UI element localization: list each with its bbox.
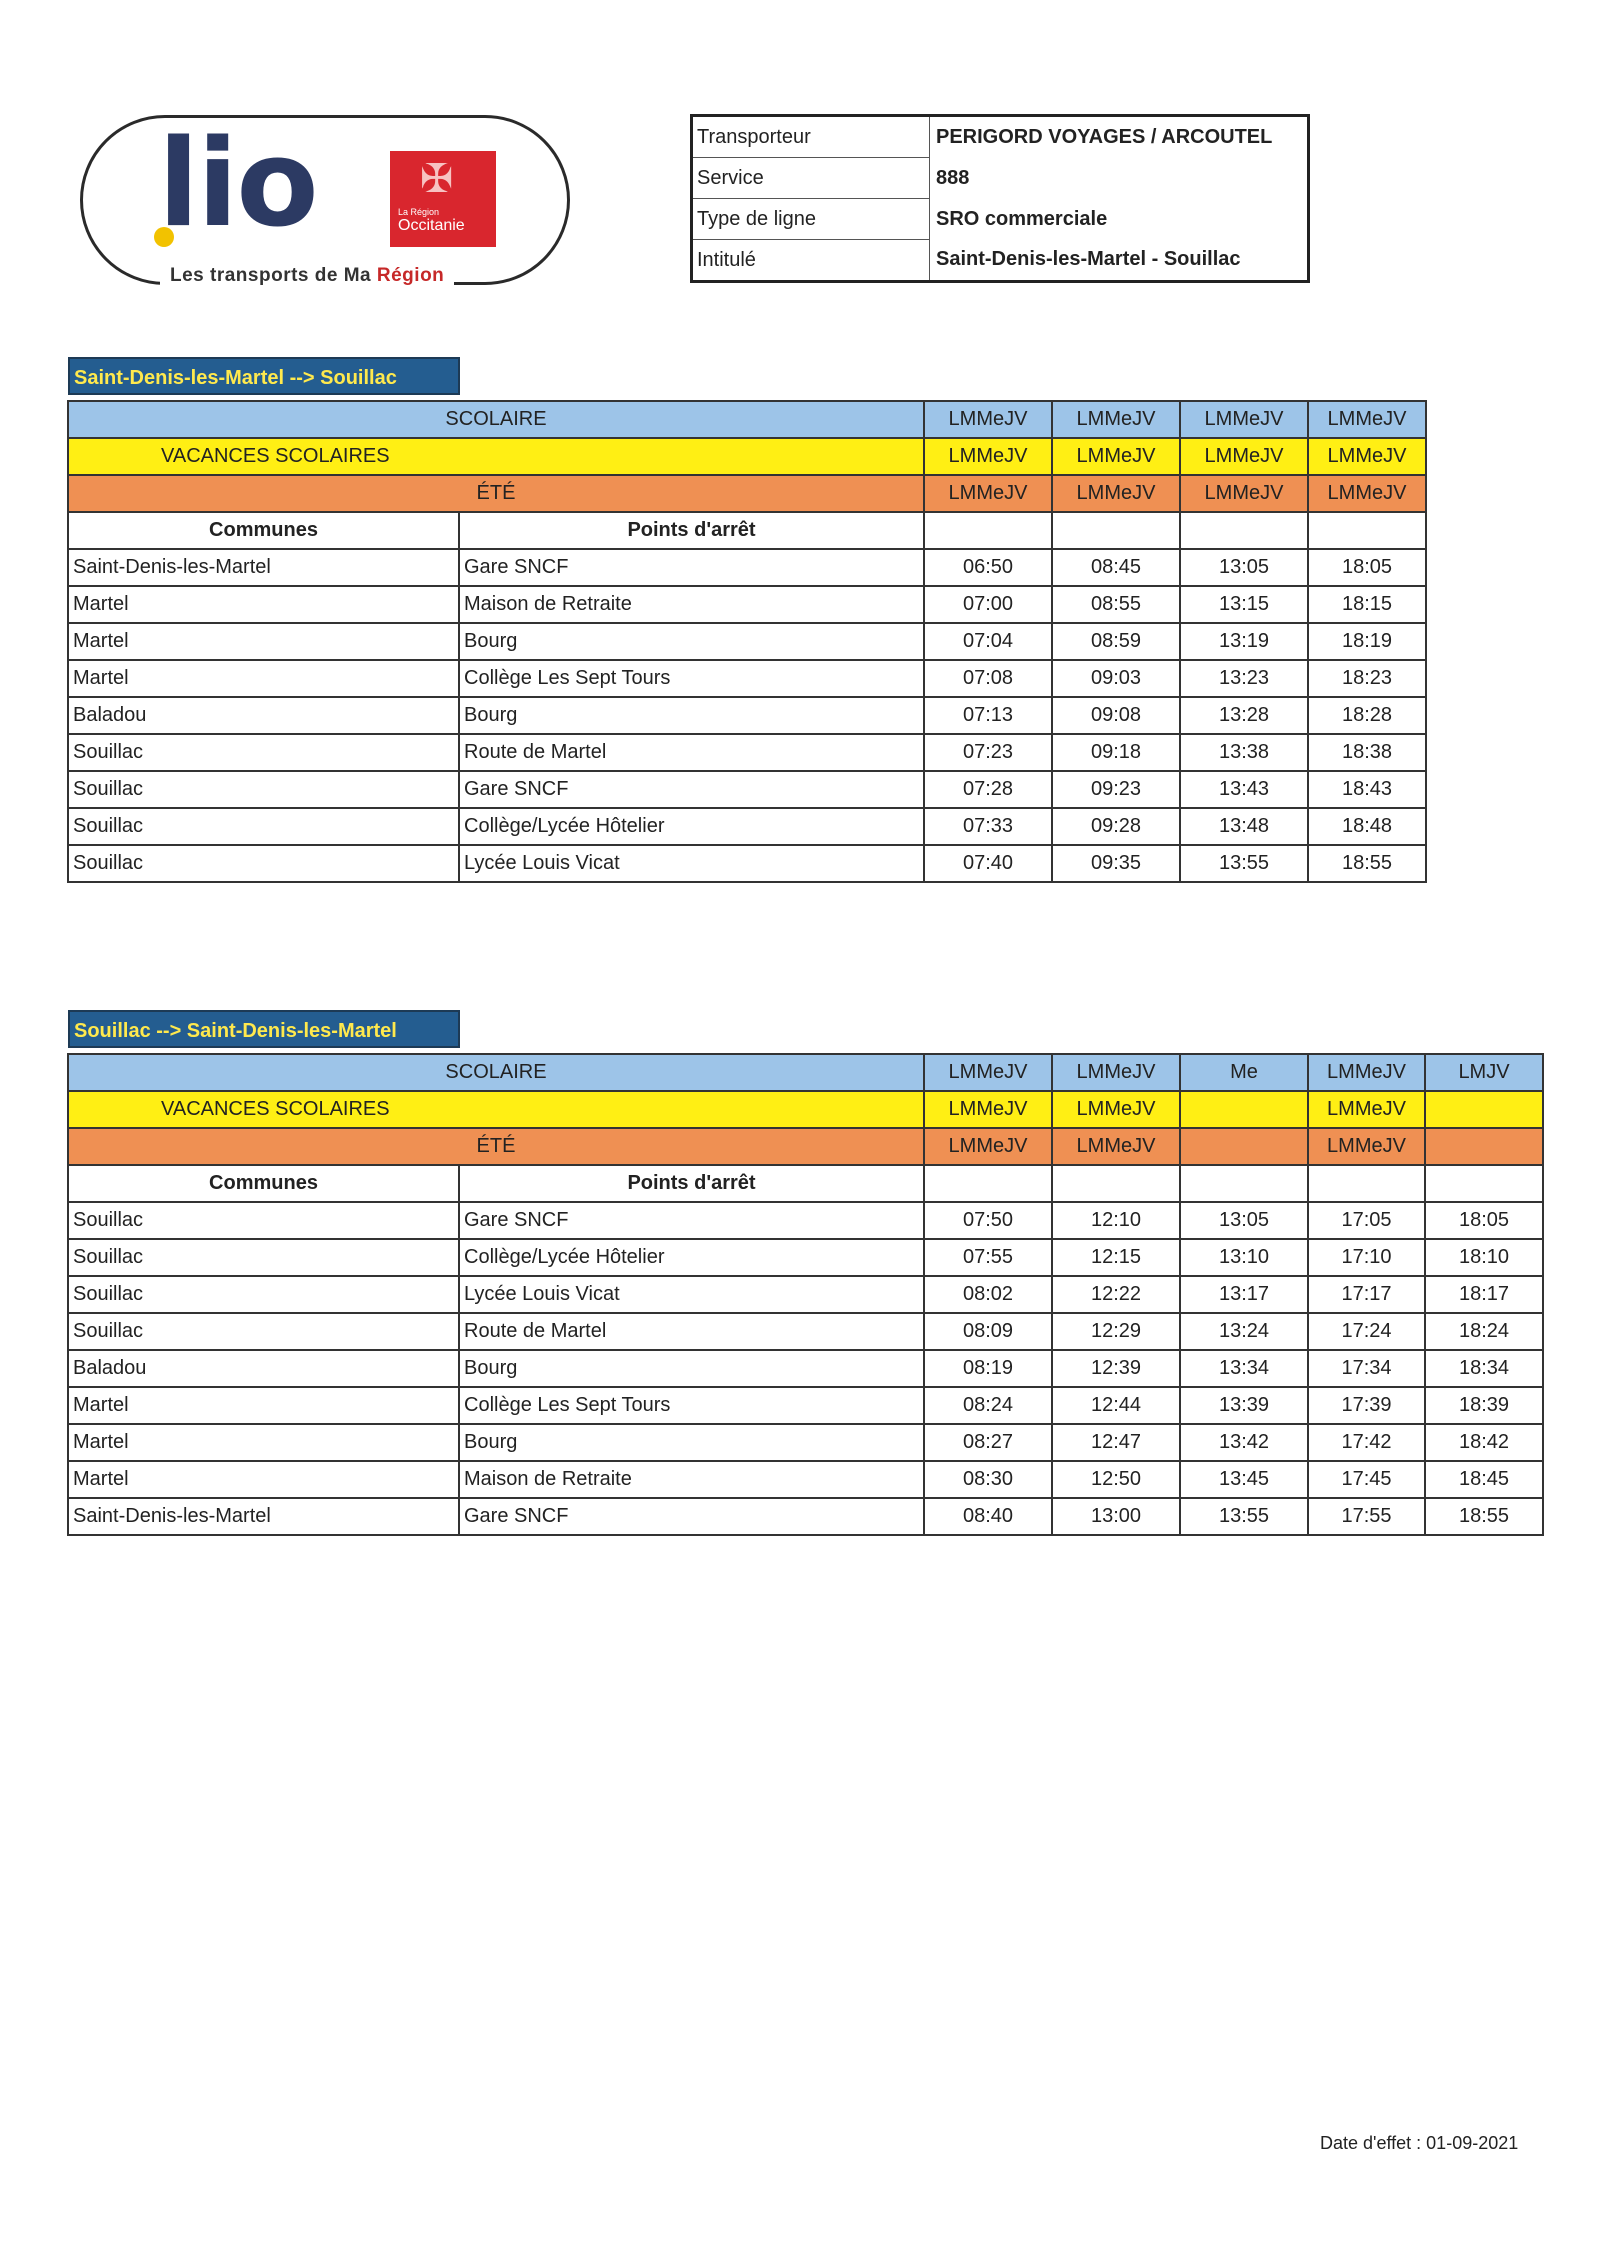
commune-cell: Souillac [68,845,459,882]
day-code: LMMeJV [1052,1091,1180,1128]
departure-time: 09:28 [1052,808,1180,845]
commune-cell: Martel [68,660,459,697]
info-key: Intitulé [692,240,930,282]
departure-time: 13:00 [1052,1498,1180,1535]
stop-point-cell: Route de Martel [459,734,924,771]
stop-point-cell: Bourg [459,623,924,660]
departure-time: 12:10 [1052,1202,1180,1239]
info-row [692,199,1309,240]
departure-time: 18:42 [1425,1424,1543,1461]
period-label: SCOLAIRE [68,401,924,438]
departure-time: 07:50 [924,1202,1052,1239]
day-code [1180,1091,1308,1128]
info-row [692,240,1309,282]
departure-time: 17:34 [1308,1350,1425,1387]
info-row [692,158,1309,199]
departure-time: 18:43 [1308,771,1426,808]
commune-cell: Souillac [68,734,459,771]
departure-time: 18:39 [1425,1387,1543,1424]
stop-row [68,586,1426,623]
departure-time: 08:19 [924,1350,1052,1387]
day-code [1425,1091,1543,1128]
stop-row [68,1350,1543,1387]
commune-cell: Souillac [68,808,459,845]
departure-time: 08:59 [1052,623,1180,660]
stop-row [68,734,1426,771]
day-code: LMMeJV [1308,438,1426,475]
day-code: LMMeJV [1052,401,1180,438]
departure-time: 13:42 [1180,1424,1308,1461]
commune-cell: Souillac [68,1313,459,1350]
departure-time: 18:19 [1308,623,1426,660]
column-header-empty [1308,512,1426,549]
day-code: LMMeJV [924,438,1052,475]
stop-point-cell: Collège Les Sept Tours [459,1387,924,1424]
departure-time: 07:55 [924,1239,1052,1276]
commune-cell: Martel [68,1461,459,1498]
timetable-title: Souillac --> Saint-Denis-les-Martel [68,1010,460,1048]
column-header-empty [1308,1165,1425,1202]
period-label: VACANCES SCOLAIRES [68,1091,924,1128]
day-code: LMMeJV [1308,401,1426,438]
departure-time: 07:23 [924,734,1052,771]
info-value: PERIGORD VOYAGES / ARCOUTEL [936,125,1273,148]
column-header-empty [924,512,1052,549]
stop-row [68,771,1426,808]
column-header-points: Points d'arrêt [459,512,924,549]
departure-time: 17:39 [1308,1387,1425,1424]
departure-time: 13:19 [1180,623,1308,660]
departure-time: 18:34 [1425,1350,1543,1387]
departure-time: 08:45 [1052,549,1180,586]
day-code: LMMeJV [1052,438,1180,475]
stop-row [68,697,1426,734]
departure-time: 07:33 [924,808,1052,845]
column-header-empty [1180,1165,1308,1202]
stop-point-cell: Collège Les Sept Tours [459,660,924,697]
departure-time: 17:05 [1308,1202,1425,1239]
commune-cell: Baladou [68,1350,459,1387]
departure-time: 13:05 [1180,1202,1308,1239]
departure-time: 13:38 [1180,734,1308,771]
departure-time: 13:43 [1180,771,1308,808]
day-code: LMMeJV [1308,1091,1425,1128]
logo-slogan-main: Les transports de Ma [170,265,377,286]
stop-point-cell: Bourg [459,697,924,734]
period-label: VACANCES SCOLAIRES [68,438,924,475]
departure-time: 13:24 [1180,1313,1308,1350]
lio-logo [80,115,570,305]
timetable-title: Saint-Denis-les-Martel --> Souillac [68,357,460,395]
departure-time: 09:18 [1052,734,1180,771]
departure-time: 13:48 [1180,808,1308,845]
day-code: LMMeJV [924,1128,1052,1165]
timetable-outbound-body [68,549,1426,882]
day-code: LMMeJV [924,1091,1052,1128]
column-header-empty [1052,512,1180,549]
departure-time: 08:27 [924,1424,1052,1461]
departure-time: 13:28 [1180,697,1308,734]
day-code: LMMeJV [1180,475,1308,512]
occitanie-badge-small: La Région [398,207,440,217]
commune-cell: Saint-Denis-les-Martel [68,1498,459,1535]
departure-time: 12:22 [1052,1276,1180,1313]
info-key: Service [692,158,930,199]
departure-time: 17:42 [1308,1424,1425,1461]
departure-time: 13:23 [1180,660,1308,697]
period-row-scolaire [68,401,1426,438]
departure-time: 18:10 [1425,1239,1543,1276]
day-code [1180,1128,1308,1165]
day-code: LMMeJV [1052,1054,1180,1091]
occitanie-badge-name: Occitanie [398,217,465,234]
day-code: LMMeJV [1052,475,1180,512]
departure-time: 18:05 [1425,1202,1543,1239]
stop-point-cell: Gare SNCF [459,771,924,808]
day-code: LMMeJV [1180,401,1308,438]
departure-time: 17:10 [1308,1239,1425,1276]
column-header-communes: Communes [68,512,459,549]
departure-time: 08:24 [924,1387,1052,1424]
departure-time: 18:17 [1425,1276,1543,1313]
departure-time: 18:45 [1425,1461,1543,1498]
occitanie-badge [390,151,496,247]
day-code: LMJV [1425,1054,1543,1091]
departure-time: 17:55 [1308,1498,1425,1535]
info-value: SRO commerciale [936,207,1108,230]
departure-time: 13:55 [1180,1498,1308,1535]
departure-time: 18:15 [1308,586,1426,623]
day-code: LMMeJV [924,1054,1052,1091]
lio-wordmark: lio [158,115,317,254]
stop-point-cell: Lycée Louis Vicat [459,1276,924,1313]
commune-cell: Baladou [68,697,459,734]
day-code: LMMeJV [1052,1128,1180,1165]
stop-row [68,1239,1543,1276]
column-header-row [68,1165,1543,1202]
period-row-ete [68,475,1426,512]
column-header-empty [1425,1165,1543,1202]
effective-date: Date d'effet : 01-09-2021 [1320,2133,1519,2153]
departure-time: 07:13 [924,697,1052,734]
departure-time: 12:15 [1052,1239,1180,1276]
departure-time: 08:09 [924,1313,1052,1350]
stop-row [68,1276,1543,1313]
departure-time: 18:55 [1425,1498,1543,1535]
day-code [1425,1128,1543,1165]
stop-point-cell: Maison de Retraite [459,1461,924,1498]
departure-time: 07:04 [924,623,1052,660]
stop-row [68,623,1426,660]
stop-row [68,549,1426,586]
stop-row [68,1387,1543,1424]
departure-time: 13:45 [1180,1461,1308,1498]
departure-time: 13:17 [1180,1276,1308,1313]
departure-time: 13:15 [1180,586,1308,623]
departure-time: 18:28 [1308,697,1426,734]
departure-time: 18:05 [1308,549,1426,586]
stop-row [68,1461,1543,1498]
departure-time: 17:24 [1308,1313,1425,1350]
period-row-ete [68,1128,1543,1165]
commune-cell: Martel [68,1387,459,1424]
commune-cell: Martel [68,1424,459,1461]
stop-row [68,1498,1543,1535]
day-code: LMMeJV [924,475,1052,512]
departure-time: 06:50 [924,549,1052,586]
departure-time: 12:47 [1052,1424,1180,1461]
commune-cell: Souillac [68,1202,459,1239]
departure-time: 18:24 [1425,1313,1543,1350]
departure-time: 08:30 [924,1461,1052,1498]
departure-time: 17:17 [1308,1276,1425,1313]
period-row-vacances [68,1091,1543,1128]
departure-time: 12:44 [1052,1387,1180,1424]
stop-row [68,1424,1543,1461]
period-row-scolaire [68,1054,1543,1091]
stop-row [68,845,1426,882]
column-header-row [68,512,1426,549]
period-label: ÉTÉ [68,475,924,512]
departure-time: 09:35 [1052,845,1180,882]
departure-time: 13:39 [1180,1387,1308,1424]
stop-point-cell: Gare SNCF [459,549,924,586]
column-header-points: Points d'arrêt [459,1165,924,1202]
commune-cell: Souillac [68,1276,459,1313]
commune-cell: Souillac [68,771,459,808]
column-header-empty [924,1165,1052,1202]
departure-time: 13:34 [1180,1350,1308,1387]
departure-time: 18:55 [1308,845,1426,882]
departure-time: 09:08 [1052,697,1180,734]
departure-time: 13:05 [1180,549,1308,586]
stop-point-cell: Collège/Lycée Hôtelier [459,1239,924,1276]
departure-time: 12:39 [1052,1350,1180,1387]
departure-time: 18:23 [1308,660,1426,697]
column-header-empty [1180,512,1308,549]
departure-time: 17:45 [1308,1461,1425,1498]
commune-cell: Martel [68,586,459,623]
day-code: LMMeJV [1308,475,1426,512]
period-label: ÉTÉ [68,1128,924,1165]
day-code: LMMeJV [1308,1128,1425,1165]
logo-oval [80,115,570,285]
stop-point-cell: Lycée Louis Vicat [459,845,924,882]
info-key: Transporteur [692,116,930,158]
departure-time: 07:40 [924,845,1052,882]
stop-point-cell: Collège/Lycée Hôtelier [459,808,924,845]
departure-time: 18:38 [1308,734,1426,771]
info-value: 888 [936,166,970,189]
departure-time: 07:08 [924,660,1052,697]
period-row-vacances [68,438,1426,475]
departure-time: 12:29 [1052,1313,1180,1350]
commune-cell: Martel [68,623,459,660]
day-code: LMMeJV [924,401,1052,438]
logo-slogan-region: Région [376,265,445,286]
stop-point-cell: Route de Martel [459,1313,924,1350]
departure-time: 12:50 [1052,1461,1180,1498]
day-code: Me [1180,1054,1308,1091]
stop-point-cell: Maison de Retraite [459,586,924,623]
departure-time: 09:03 [1052,660,1180,697]
stop-row [68,660,1426,697]
column-header-communes: Communes [68,1165,459,1202]
departure-time: 07:28 [924,771,1052,808]
stop-row [68,1313,1543,1350]
commune-cell: Saint-Denis-les-Martel [68,549,459,586]
period-label: SCOLAIRE [68,1054,924,1091]
timetable-return-body [68,1202,1543,1535]
departure-time: 08:55 [1052,586,1180,623]
timetable-return [67,1053,1544,1536]
departure-time: 09:23 [1052,771,1180,808]
info-row [692,116,1309,158]
departure-time: 07:00 [924,586,1052,623]
stop-row [68,1202,1543,1239]
stop-point-cell: Bourg [459,1424,924,1461]
occitan-cross-icon: ✠ [420,157,454,201]
departure-time: 13:55 [1180,845,1308,882]
timetable-outbound [67,400,1427,883]
departure-time: 13:10 [1180,1239,1308,1276]
day-code: LMMeJV [1308,1054,1425,1091]
stop-point-cell: Gare SNCF [459,1202,924,1239]
commune-cell: Souillac [68,1239,459,1276]
info-value: Saint-Denis-les-Martel - Souillac [936,248,1241,271]
day-code: LMMeJV [1180,438,1308,475]
departure-time: 18:48 [1308,808,1426,845]
stop-point-cell: Gare SNCF [459,1498,924,1535]
info-key: Type de ligne [692,199,930,240]
line-info-table [690,114,1310,283]
departure-time: 08:02 [924,1276,1052,1313]
stop-row [68,808,1426,845]
departure-time: 08:40 [924,1498,1052,1535]
logo-slogan [160,265,454,287]
stop-point-cell: Bourg [459,1350,924,1387]
column-header-empty [1052,1165,1180,1202]
